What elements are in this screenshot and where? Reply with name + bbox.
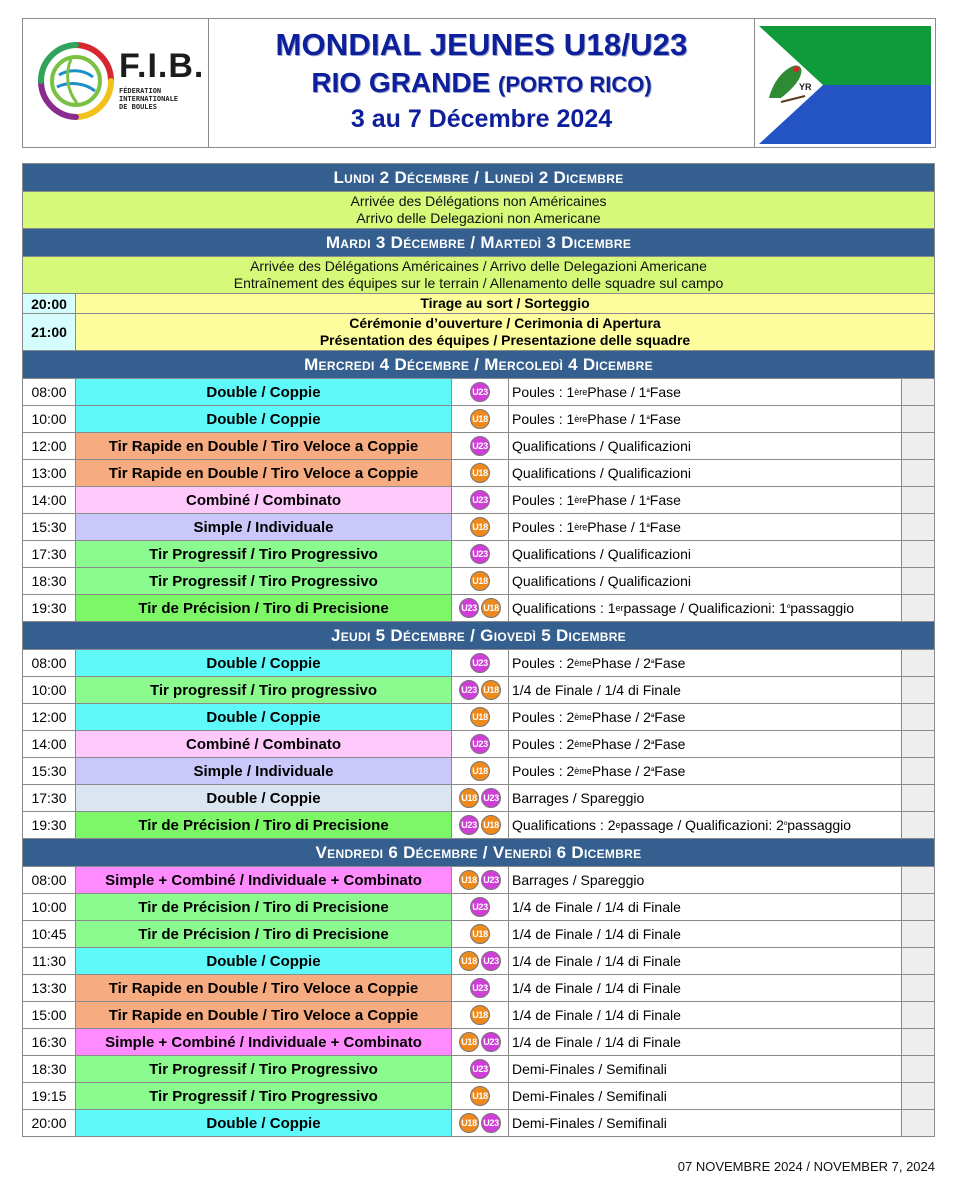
day-header: Jeudi 5 Décembre / Giovedì 5 Dicembre: [23, 621, 934, 649]
event-name: Tir Progressif / Tiro Progressivo: [76, 1083, 452, 1109]
event-time: 15:00: [23, 1002, 76, 1028]
event-row: [23, 947, 934, 974]
event-row: [23, 893, 934, 920]
empty-cell: [902, 894, 934, 920]
event-phase: Barrages / Spareggio: [509, 867, 902, 893]
category-badge: U23: [470, 490, 490, 510]
category-badges: [452, 406, 509, 432]
event-phase: Poules : 1 ère Phase / 1 ª Fase: [509, 487, 902, 513]
category-badges: [452, 541, 509, 567]
event-name: Tir de Précision / Tiro di Precisione: [76, 812, 452, 838]
event-time: 10:00: [23, 894, 76, 920]
event-phase: Qualifications / Qualificazioni: [509, 433, 902, 459]
category-badge: U18: [481, 680, 501, 700]
event-row: [23, 730, 934, 757]
event-phase: 1/4 de Finale / 1/4 di Finale: [509, 1002, 902, 1028]
event-row: [23, 920, 934, 947]
category-badge: U23: [470, 897, 490, 917]
category-badges: [452, 677, 509, 703]
event-title: MONDIAL JEUNES U18/U23: [275, 27, 688, 62]
category-badge: U18: [459, 870, 479, 890]
category-badges: [452, 894, 509, 920]
empty-cell: [902, 460, 934, 486]
event-phase: Qualifications / Qualificazioni: [509, 541, 902, 567]
flag-band-text: YR: [799, 82, 812, 92]
program-text: [76, 314, 934, 350]
event-time: 17:30: [23, 541, 76, 567]
category-badge: U23: [470, 734, 490, 754]
event-name: Double / Coppie: [76, 785, 452, 811]
event-phase: Demi-Finales / Semifinali: [509, 1056, 902, 1082]
category-badges: [452, 460, 509, 486]
empty-cell: [902, 1056, 934, 1082]
category-badge: U23: [470, 544, 490, 564]
event-name: Tir de Précision / Tiro di Precisione: [76, 595, 452, 621]
empty-cell: [902, 487, 934, 513]
empty-cell: [902, 541, 934, 567]
event-phase: 1/4 de Finale / 1/4 di Finale: [509, 975, 902, 1001]
event-name: Tir Progressif / Tiro Progressivo: [76, 541, 452, 567]
category-badge: U18: [481, 815, 501, 835]
category-badges: [452, 758, 509, 784]
category-badge: U23: [470, 978, 490, 998]
event-time: 19:15: [23, 1083, 76, 1109]
fib-letters: F.I.B.: [119, 47, 205, 85]
event-row: [23, 378, 934, 405]
event-phase: Demi-Finales / Semifinali: [509, 1110, 902, 1136]
empty-cell: [902, 433, 934, 459]
category-badge: U18: [470, 1005, 490, 1025]
category-badge: U23: [481, 1113, 501, 1133]
event-name: Tir de Précision / Tiro di Precisione: [76, 894, 452, 920]
category-badge: U23: [481, 1032, 501, 1052]
event-row: [23, 1082, 934, 1109]
empty-cell: [902, 1002, 934, 1028]
empty-cell: [902, 1083, 934, 1109]
category-badges: [452, 704, 509, 730]
category-badge: U23: [470, 1059, 490, 1079]
event-time: 18:30: [23, 568, 76, 594]
event-row: [23, 866, 934, 893]
category-badges: [452, 785, 509, 811]
event-row: [23, 784, 934, 811]
schedule-table: [22, 163, 935, 1137]
event-row: [23, 459, 934, 486]
document-header: [22, 18, 936, 148]
event-phase: 1/4 de Finale / 1/4 di Finale: [509, 921, 902, 947]
empty-cell: [902, 921, 934, 947]
event-phase: Poules : 2 ème Phase / 2 ª Fase: [509, 704, 902, 730]
day-note-block: [23, 191, 934, 228]
category-badges: [452, 1002, 509, 1028]
event-time: 18:30: [23, 1056, 76, 1082]
event-row: [23, 676, 934, 703]
empty-cell: [902, 595, 934, 621]
event-name: Double / Coppie: [76, 948, 452, 974]
category-badges: [452, 867, 509, 893]
event-name: Double / Coppie: [76, 379, 452, 405]
event-time: 14:00: [23, 731, 76, 757]
event-time: 10:45: [23, 921, 76, 947]
category-badges: [452, 487, 509, 513]
event-row: [23, 486, 934, 513]
event-time: 08:00: [23, 650, 76, 676]
event-name: Combiné / Combinato: [76, 731, 452, 757]
event-name: Combiné / Combinato: [76, 487, 452, 513]
program-line: Présentation des équipes / Presentazione delle squadre: [319, 332, 691, 348]
category-badges: [452, 1083, 509, 1109]
category-badges: [452, 650, 509, 676]
event-time: 08:00: [23, 867, 76, 893]
category-badges: [452, 568, 509, 594]
event-row: [23, 811, 934, 838]
event-time: 11:30: [23, 948, 76, 974]
category-badge: U18: [470, 463, 490, 483]
category-badge: U23: [481, 951, 501, 971]
category-badges: [452, 948, 509, 974]
empty-cell: [902, 379, 934, 405]
event-phase: Qualifications / Qualificazioni: [509, 568, 902, 594]
empty-cell: [902, 406, 934, 432]
empty-cell: [902, 568, 934, 594]
event-row: [23, 974, 934, 1001]
event-name: Tir Rapide en Double / Tiro Veloce a Coppie: [76, 460, 452, 486]
location-country: (PORTO RICO): [498, 72, 652, 97]
category-badge: U18: [470, 517, 490, 537]
category-badge: U18: [459, 1113, 479, 1133]
event-phase: Poules : 1 ère Phase / 1 ª Fase: [509, 379, 902, 405]
category-badges: [452, 1110, 509, 1136]
event-name: Simple + Combiné / Individuale + Combinato: [76, 867, 452, 893]
event-row: [23, 757, 934, 784]
empty-cell: [902, 677, 934, 703]
program-row: [23, 313, 934, 350]
event-time: 19:30: [23, 812, 76, 838]
empty-cell: [902, 812, 934, 838]
day-note-line: Arrivée des Délégations Américaines / Arrivo delle Delegazioni Americane: [250, 258, 707, 274]
event-name: Simple / Individuale: [76, 514, 452, 540]
event-row: [23, 703, 934, 730]
event-phase: Barrages / Spareggio: [509, 785, 902, 811]
event-time: 08:00: [23, 379, 76, 405]
program-text: [76, 294, 934, 313]
event-phase: Qualifications / Qualificazioni: [509, 460, 902, 486]
event-row: [23, 540, 934, 567]
category-badge: U18: [470, 761, 490, 781]
category-badge: U18: [459, 1032, 479, 1052]
event-location: [209, 67, 754, 99]
program-line: Tirage au sort / Sorteggio: [420, 295, 590, 311]
event-name: Double / Coppie: [76, 406, 452, 432]
event-row: [23, 405, 934, 432]
category-badge: U23: [470, 436, 490, 456]
category-badge: U23: [470, 653, 490, 673]
event-phase: Demi-Finales / Semifinali: [509, 1083, 902, 1109]
event-time: 15:30: [23, 514, 76, 540]
event-phase: 1/4 de Finale / 1/4 di Finale: [509, 894, 902, 920]
event-name: Double / Coppie: [76, 650, 452, 676]
title-block: [209, 19, 755, 147]
puerto-rico-rio-grande-flag-icon: [759, 26, 931, 144]
event-time: 10:00: [23, 677, 76, 703]
day-note-line: Entraînement des équipes sur le terrain / Allenamento delle squadre sul campo: [233, 275, 724, 291]
program-time: 20:00: [23, 294, 76, 313]
fib-logo: [23, 19, 209, 147]
event-phase: 1/4 de Finale / 1/4 di Finale: [509, 677, 902, 703]
event-name: Tir de Précision / Tiro di Precisione: [76, 921, 452, 947]
day-note-line: Arrivo delle Delegazioni non Americane: [356, 210, 601, 226]
category-badge: U23: [481, 870, 501, 890]
empty-cell: [902, 1029, 934, 1055]
category-badges: [452, 975, 509, 1001]
category-badge: U23: [459, 815, 479, 835]
category-badge: U18: [481, 598, 501, 618]
event-phase: 1/4 de Finale / 1/4 di Finale: [509, 948, 902, 974]
event-name: Tir Progressif / Tiro Progressivo: [76, 1056, 452, 1082]
event-row: [23, 513, 934, 540]
category-badges: [452, 1029, 509, 1055]
event-phase: Poules : 2 ème Phase / 2 ª Fase: [509, 758, 902, 784]
event-time: 12:00: [23, 704, 76, 730]
event-row: [23, 1109, 934, 1136]
event-row: [23, 1055, 934, 1082]
flag: [755, 19, 935, 147]
event-name: Simple + Combiné / Individuale + Combinato: [76, 1029, 452, 1055]
event-row: [23, 567, 934, 594]
day-header: Vendredi 6 Décembre / Venerdì 6 Dicembre: [23, 838, 934, 866]
event-name: Double / Coppie: [76, 704, 452, 730]
event-row: [23, 432, 934, 459]
event-time: 13:00: [23, 460, 76, 486]
category-badges: [452, 731, 509, 757]
empty-cell: [902, 975, 934, 1001]
empty-cell: [902, 650, 934, 676]
event-row: [23, 1001, 934, 1028]
category-badge: U18: [459, 951, 479, 971]
event-time: 19:30: [23, 595, 76, 621]
category-badges: [452, 812, 509, 838]
category-badges: [452, 595, 509, 621]
category-badges: [452, 514, 509, 540]
category-badges: [452, 1056, 509, 1082]
event-time: 17:30: [23, 785, 76, 811]
location-city: RIO GRANDE: [311, 67, 491, 98]
empty-cell: [902, 867, 934, 893]
empty-cell: [902, 1110, 934, 1136]
category-badges: [452, 921, 509, 947]
event-phase: Poules : 1 ère Phase / 1 ª Fase: [509, 406, 902, 432]
category-badge: U23: [481, 788, 501, 808]
empty-cell: [902, 948, 934, 974]
event-time: 10:00: [23, 406, 76, 432]
empty-cell: [902, 758, 934, 784]
event-name: Double / Coppie: [76, 1110, 452, 1136]
category-badge: U18: [470, 409, 490, 429]
category-badges: [452, 433, 509, 459]
day-header: Mercredi 4 Décembre / Mercoledì 4 Dicembre: [23, 350, 934, 378]
day-note-line: Arrivée des Délégations non Américaines: [350, 193, 607, 209]
category-badge: U18: [470, 707, 490, 727]
program-line: Cérémonie d’ouverture / Cerimonia di Apertura: [349, 315, 661, 331]
day-note-block: [23, 256, 934, 293]
event-time: 12:00: [23, 433, 76, 459]
event-phase: Qualifications : 1 er passage / Qualificazioni: 1 º passaggio: [509, 595, 902, 621]
document-date: 07 NOVEMBRE 2024 / NOVEMBER 7, 2024: [677, 1159, 935, 1174]
event-row: [23, 594, 934, 621]
day-header: Lundi 2 Décembre / Lunedì 2 Dicembre: [23, 163, 934, 191]
event-phase: Poules : 2 ème Phase / 2 ª Fase: [509, 731, 902, 757]
day-header: Mardi 3 Décembre / Martedì 3 Dicembre: [23, 228, 934, 256]
empty-cell: [902, 514, 934, 540]
fib-emblem-icon: [35, 39, 117, 123]
event-name: Simple / Individuale: [76, 758, 452, 784]
category-badge: U18: [470, 571, 490, 591]
event-time: 20:00: [23, 1110, 76, 1136]
empty-cell: [902, 704, 934, 730]
category-badge: U23: [459, 680, 479, 700]
empty-cell: [902, 731, 934, 757]
event-row: [23, 649, 934, 676]
event-name: Tir Rapide en Double / Tiro Veloce a Coppie: [76, 433, 452, 459]
event-phase: Poules : 2 ème Phase / 2 ª Fase: [509, 650, 902, 676]
event-time: 15:30: [23, 758, 76, 784]
category-badge: U18: [470, 924, 490, 944]
category-badge: U18: [459, 788, 479, 808]
event-name: Tir Rapide en Double / Tiro Veloce a Coppie: [76, 975, 452, 1001]
event-phase: 1/4 de Finale / 1/4 di Finale: [509, 1029, 902, 1055]
category-badges: [452, 379, 509, 405]
event-phase: Qualifications : 2 e passage / Qualificazioni: 2 º passaggio: [509, 812, 902, 838]
event-time: 13:30: [23, 975, 76, 1001]
program-row: [23, 293, 934, 313]
event-name: Tir Rapide en Double / Tiro Veloce a Coppie: [76, 1002, 452, 1028]
event-dates: 3 au 7 Décembre 2024: [350, 105, 613, 133]
event-name: Tir progressif / Tiro progressivo: [76, 677, 452, 703]
category-badge: U23: [470, 382, 490, 402]
program-time: 21:00: [23, 314, 76, 350]
event-name: Tir Progressif / Tiro Progressivo: [76, 568, 452, 594]
category-badge: U23: [459, 598, 479, 618]
empty-cell: [902, 785, 934, 811]
category-badge: U18: [470, 1086, 490, 1106]
fib-subtitle: FÉDERATION INTERNATIONALE DE BOULES: [119, 87, 179, 111]
event-row: [23, 1028, 934, 1055]
event-time: 16:30: [23, 1029, 76, 1055]
event-phase: Poules : 1 ère Phase / 1 ª Fase: [509, 514, 902, 540]
event-time: 14:00: [23, 487, 76, 513]
